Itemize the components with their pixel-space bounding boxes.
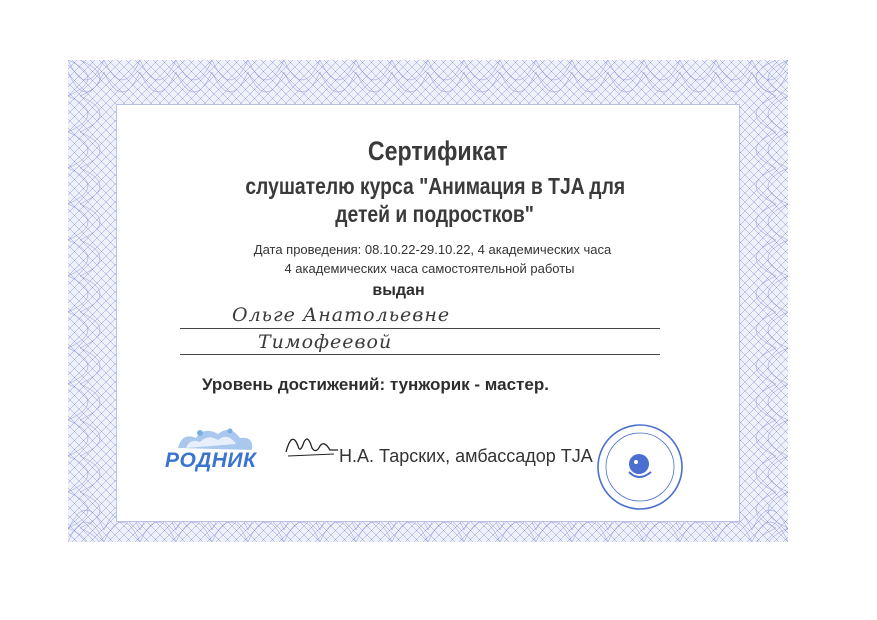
- signer-name: Н.А. Тарских, амбассадор TJA: [339, 446, 593, 466]
- issued-label: выдан: [372, 282, 425, 299]
- recipient-name-line-1: Ольге Анатольевне: [232, 304, 451, 326]
- course-name-line-1: слушателю курса "Анимация в TJA для: [245, 173, 626, 199]
- course-dates: Дата проведения: 08.10.22-29.10.22, 4 академических часа: [253, 242, 612, 257]
- recipient-underline-2: [180, 354, 660, 355]
- rodnik-logo-text: РОДНИК: [165, 449, 257, 472]
- recipient-name-line-2: Тимофеевой: [258, 331, 393, 353]
- certificate-title: Сертификат: [367, 136, 508, 166]
- course-name-line-2: детей и подростков": [335, 201, 534, 227]
- stamp-seal: [595, 422, 685, 517]
- self-study-hours: 4 академических часа самостоятельной работы: [284, 261, 575, 276]
- recipient-underline-1: [180, 328, 660, 329]
- signature: [282, 424, 342, 469]
- achievement-level: Уровень достижений: тунжорик - мастер.: [202, 375, 549, 394]
